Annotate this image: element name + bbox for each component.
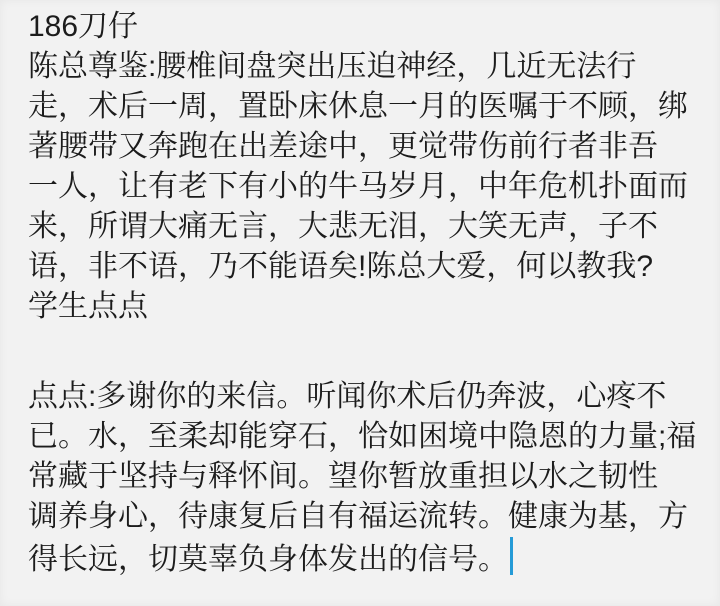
blank-line xyxy=(28,327,698,377)
text-line: 走，术后一周，置卧床休息一月的医嘱于不顾，绑 xyxy=(28,90,688,123)
text-line: 著腰带又奔跑在出差途中，更觉带伤前行者非吾 xyxy=(28,130,658,163)
text-line: 调养身心，待康复后自有福运流转。健康为基，方 xyxy=(28,500,688,533)
text-line: 一人，让有老下有小的牛马岁月，中年危机扑面而 xyxy=(28,170,688,203)
text-line: 已。水，至柔却能穿石，恰如困境中隐恩的力量;福 xyxy=(28,420,697,453)
text-line: 常藏于坚持与释怀间。望你暂放重担以水之韧性 xyxy=(28,460,658,493)
text-line: 语，非不语，乃不能语矣!陈总大爱，何以教我? xyxy=(28,250,654,283)
text-line: 点点:多谢你的来信。听闻你术后仍奔波，心疼不 xyxy=(28,380,667,413)
text-line: 学生点点 xyxy=(28,290,148,323)
text-line xyxy=(28,537,698,580)
text-line: 陈总尊鉴:腰椎间盘突出压迫神经，几近无法行 xyxy=(28,50,637,83)
text-cursor xyxy=(510,537,513,575)
text-line: 来，所谓大痛无言，大悲无泪，大笑无声，子不 xyxy=(28,210,658,243)
text-line-last: 得长远，切莫辜负身体发出的信号。 xyxy=(28,543,508,576)
text-line: 186刀仔 xyxy=(28,10,139,43)
